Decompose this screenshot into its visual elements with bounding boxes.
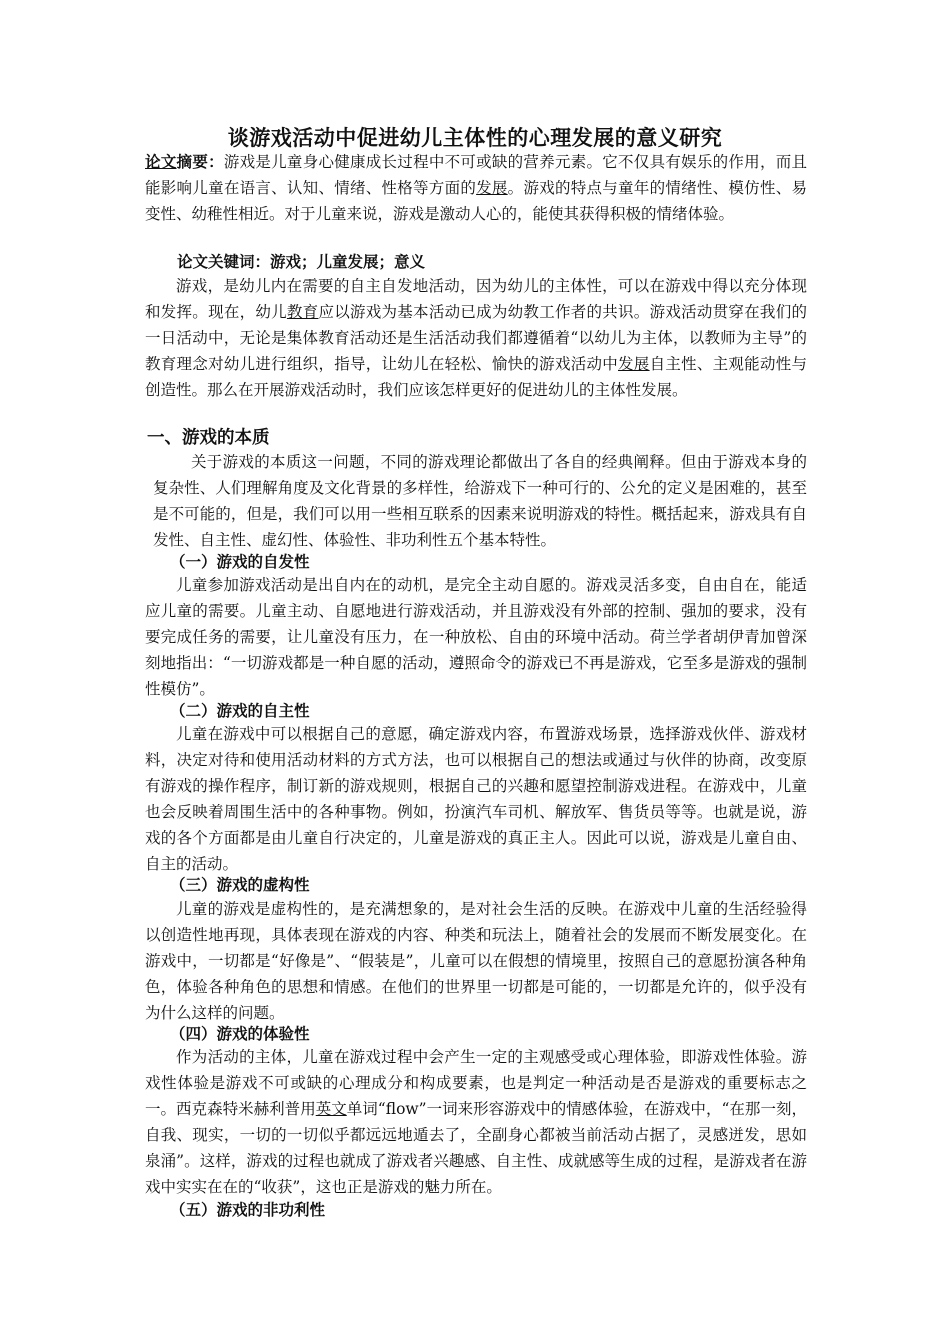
- page-title: 谈游戏活动中促进幼儿主体性的心理发展的意义研究: [227, 125, 723, 150]
- experience-paragraph: [145, 1044, 807, 1200]
- subheading-autonomy: （二）游戏的自主性: [170, 701, 310, 720]
- subheading-fictionality: （三）游戏的虚构性: [170, 875, 310, 894]
- intro-link-development[interactable]: 发展: [618, 355, 650, 373]
- subheading-spontaneity: （一）游戏的自发性: [170, 552, 310, 571]
- keywords-line: 论文关键词：游戏；儿童发展；意义: [177, 252, 426, 271]
- abstract-paragraph: [145, 149, 807, 227]
- experience-text-1: 作为活动的主体，儿童在游戏过程中会产生一定的主观感受或心理体验，即游戏性体验。游戏性体验是游戏不可或缺的心理成分和构成要素，也是判定一种活动是否是游戏的重要标志之一。西克森特米赫利普用: [145, 1048, 807, 1118]
- intro-text-3: 自主性、主观能动性与创造性。那么在开展游戏活动时，我们应该怎样更好的促进幼儿的主体性发展。: [145, 355, 807, 399]
- abstract-label-link[interactable]: 论文: [145, 152, 177, 171]
- section-essence-paragraph: 关于游戏的本质这一问题，不同的游戏理论都做出了各自的经典阐释。但由于游戏本身的复杂性、人们理解角度及文化背景的多样性，给游戏下一种可行的、公允的定义是困难的，甚至是不可能的，但是，我们可以用一些相互联系的因素来说明游戏的特性。概括起来，游戏具有自发性、自主性、虚幻性、体验性、非功利性五个基本特性。: [153, 453, 807, 549]
- subheading-experience: （四）游戏的体验性: [170, 1024, 310, 1043]
- intro-text-1: 游戏，是幼儿内在需要的自主自发地活动，因为幼儿的主体性，可以在游戏中得以充分体现和发挥。现在，幼儿: [145, 277, 807, 321]
- abstract-label: 摘要：: [176, 152, 224, 171]
- intro-link-education[interactable]: 教育: [286, 303, 319, 321]
- intro-paragraph: [145, 273, 807, 403]
- experience-link-english[interactable]: 英文: [315, 1100, 347, 1118]
- abstract-text-1: 游戏是儿童身心健康成长过程中不可或缺的营养元素。它不仅具有娱乐的作用，而且能影响儿童在语言、认知、情绪、性格等方面的: [145, 153, 807, 197]
- section-heading-essence: 一、游戏的本质: [147, 428, 270, 448]
- autonomy-paragraph: 儿童在游戏中可以根据自己的意愿，确定游戏内容，布置游戏场景，选择游戏伙伴、游戏材料，决定对待和使用活动材料的方式方法，也可以根据自己的想法或通过与伙伴的协商，改变原有游戏的操作程序，制订新的游戏规则，根据自己的兴趣和愿望控制游戏进程。在游戏中，儿童也会反映着周围生活中的各种事物。例如，扮演汽车司机、解放军、售货员等等。也就是说，游戏的各个方面都是由儿童自行决定的，儿童是游戏的真正主人。因此可以说，游戏是儿童自由、自主的活动。: [145, 725, 807, 873]
- spontaneity-paragraph: 儿童参加游戏活动是出自内在的动机，是完全主动自愿的。游戏灵活多变，自由自在，能适应儿童的需要。儿童主动、自愿地进行游戏活动，并且游戏没有外部的控制、强加的要求，没有要完成任务的需要，让儿童没有压力，在一种放松、自由的环境中活动。荷兰学者胡伊青加曾深刻地指出：“一切游戏都是一种自愿的活动，遵照命令的游戏已不再是游戏，它至多是游戏的强制性模仿”。: [145, 576, 807, 698]
- abstract-text-2: 。游戏的特点与童年的情绪性、模仿性、易变性、幼稚性相近。对于儿童来说，游戏是激动人心的，能使其获得积极的情绪体验。: [145, 179, 807, 223]
- fictionality-paragraph: 儿童的游戏是虚构性的，是充满想象的，是对社会生活的反映。在游戏中儿童的生活经验得以创造性地再现，具体表现在游戏的内容、种类和玩法上，随着社会的发展而不断发展变化。在游戏中，一切都是“好像是”、“假装是”，儿童可以在假想的情境里，按照自己的意愿扮演各种角色，体验各种角色的思想和情感。在他们的世界里一切都是可能的，一切都是允许的，似乎没有为什么这样的问题。: [145, 900, 807, 1022]
- intro-text-2: 应以游戏为基本活动已成为幼教工作者的共识。游戏活动贯穿在我们的一日活动中，无论是集体教育活动还是生活活动我们都遵循着“以幼儿为主体，以教师为主导”的教育理念对幼儿进行组织，指导，让幼儿在轻松、愉快的游戏活动中: [145, 303, 807, 373]
- subheading-non-utilitarian: （五）游戏的非功利性: [170, 1200, 326, 1219]
- experience-text-2: 单词“flow”一词来形容游戏中的情感体验，在游戏中，“在那一刻，自我、现实，一切的一切似乎都远远地遁去了，全副身心都被当前活动占据了，灵感迸发，思如泉涌”。这样，游戏的过程也就成了游戏者兴趣感、自主性、成就感等生成的过程，是游戏者在游戏中实实在在的“收获”，这也正是游戏的魅力所在。: [145, 1100, 807, 1196]
- abstract-link-development[interactable]: 发展: [476, 179, 508, 197]
